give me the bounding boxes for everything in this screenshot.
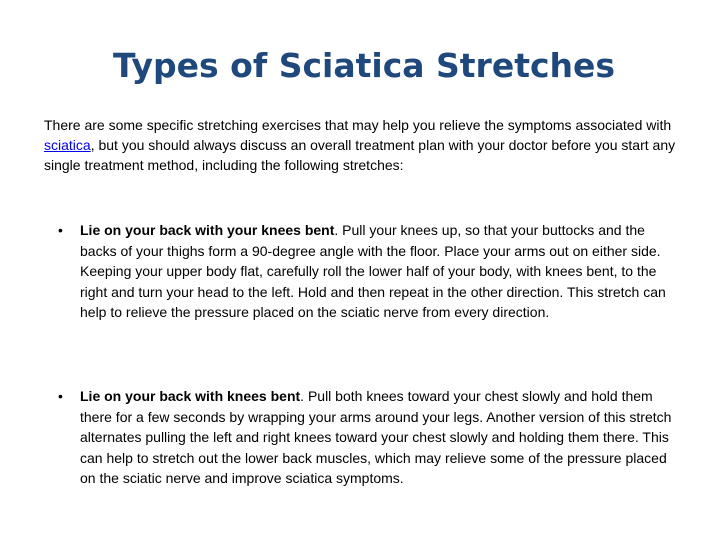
bullet-lead-text: Lie on your back with knees bent: [80, 388, 301, 404]
bullet-marker: •: [58, 222, 63, 238]
sciatica-link[interactable]: sciatica: [44, 137, 91, 153]
bullet-marker: •: [58, 388, 63, 404]
bullet-item-2: [58, 386, 685, 489]
bullet-lead-text: Lie on your back with your knees bent: [80, 222, 335, 238]
bullet-item-1: [58, 220, 685, 323]
intro-text-before-link: There are some specific stretching exercises that may help you relieve the symptoms associated with: [44, 117, 672, 133]
slide-title: Types of Sciatica Stretches: [112, 46, 616, 85]
bullet-body-text: . Pull your knees up, so that your buttocks and the backs of your thighs form a 90-degree angle with the floor. Place your arms out on either side. Keeping your upper body flat, carefully roll the lower half of your body, with knees bent, to the right and turn your head to the left. Hold and then repeat in the other direction. This stretch can help to relieve the pressure placed on the sciatic nerve from every direction.: [80, 222, 666, 320]
intro-paragraph: [44, 115, 694, 175]
bullet-body-text: . Pull both knees toward your chest slowly and hold them there for a few seconds by wrapping your arms around your legs. Another version of this stretch alternates pulling the left and right knees toward your chest slowly and holding them there. This can help to stretch out the lower back muscles, which may relieve some of the pressure placed on the sciatic nerve and improve sciatica symptoms.: [80, 388, 672, 486]
intro-text-after-link: , but you should always discuss an overall treatment plan with your doctor before you start any single treatment method, including the following stretches:: [44, 137, 676, 173]
